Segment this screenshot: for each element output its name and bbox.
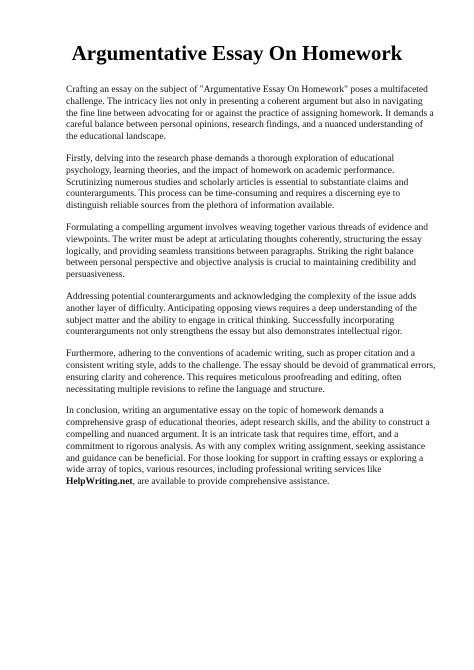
conclusion-tail: , are available to provide comprehensive assistance. bbox=[132, 477, 330, 488]
paragraph-argument: Formulating a compelling argument involves weaving together various threads of evidence and viewpoints. The writer must be adept at articulating thoughts coherently, structuring the essay logically, and providing seamless transitions between paragraphs. Striking the right balance between personal perspective and objective analysis is crucial to maintaining credibility and persuasiveness. bbox=[66, 222, 429, 281]
page-title: Argumentative Essay On Homework bbox=[71, 41, 403, 65]
paragraph-conventions: Furthermore, adhering to the conventions of academic writing, such as proper citation and a consistent writing style, adds to the challenge. The essay should be devoid of grammatical errors, ensuring clarity and coherence. This requires meticulous proofreading and editing, often necessitating multiple revisions to refine the language and structure. bbox=[66, 349, 436, 395]
paragraph-intro: Crafting an essay on the subject of "Argumentative Essay On Homework" poses a multifaceted challenge. The intricacy lies not only in presenting a coherent argument but also in navigating the fine line between advocating for or against the practice of assigning homework. It demands a careful balance between personal opinions, research findings, and a nuanced understanding of the educational landscape. bbox=[66, 85, 434, 143]
paragraph-conclusion bbox=[66, 406, 436, 489]
conclusion-text: In conclusion, writing an argumentative essay on the topic of homework demands a comprehensive grasp of educational theories, adept research skills, and the ability to construct a compelling and nuanced argument. It is an intricate task that requires time, effort, and a commitment to rigorous analysis. As with any complex writing assignment, seeking assistance and guidance can be beneficial. For those looking for support in crafting essays or exploring a wide array of topics, various resources, including professional writing services like bbox=[66, 406, 430, 476]
paragraph-counterarguments: Addressing potential counterarguments and acknowledging the complexity of the issue adds another layer of difficulty. Anticipating opposing views requires a deep understanding of the subject matter and the ability to engage in critical thinking. Successfully incorporating counterarguments not only strengthens the essay but also demonstrates intellectual rigor. bbox=[66, 291, 417, 338]
brand-name: HelpWriting.net bbox=[66, 477, 133, 488]
paragraph-research: Firstly, delving into the research phase demands a thorough exploration of educational psychology, learning theories, and the impact of homework on academic performance. Scrutinizing numerous studies and scholarly articles is essential to substantiate claims and counterarguments. This process can be time-consuming and requires a discerning eye to distinguish reliable sources from the plethora of information available. bbox=[66, 153, 409, 212]
essay-body bbox=[66, 85, 436, 499]
